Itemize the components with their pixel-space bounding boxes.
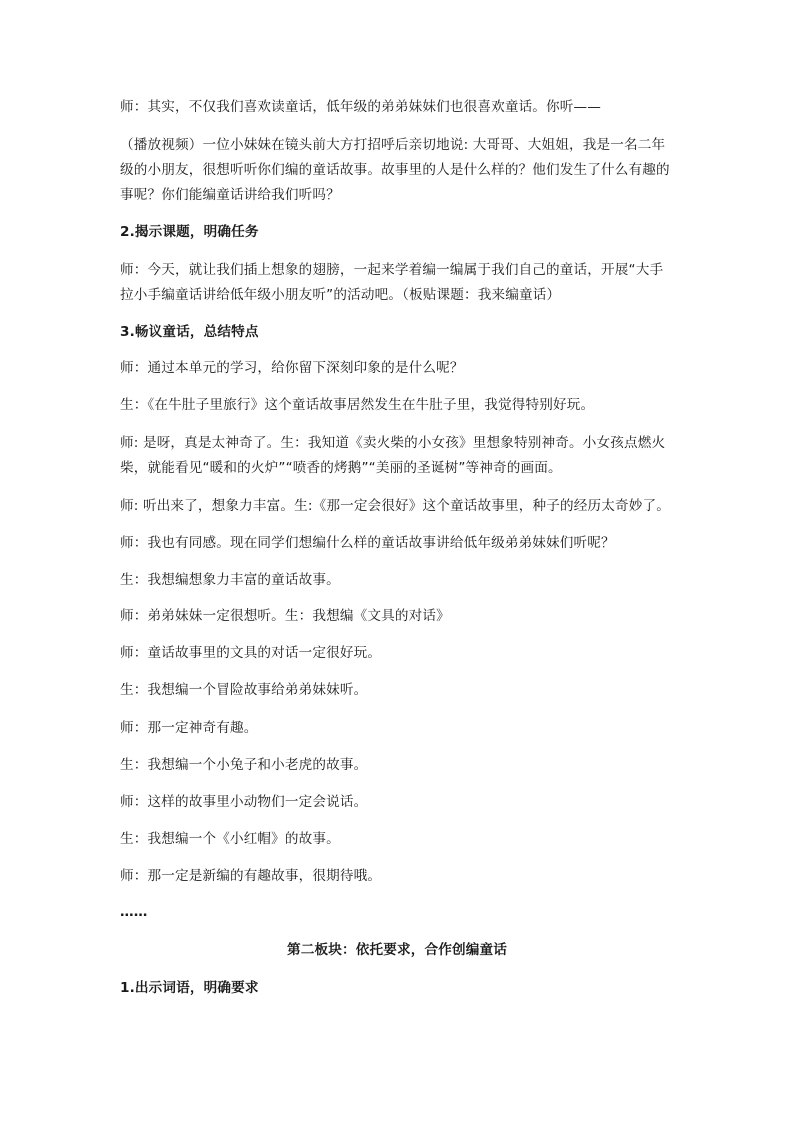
- section-heading-1: 1.出示词语，明确要求: [120, 980, 259, 996]
- ellipsis: ……: [120, 904, 148, 920]
- paragraph-dialogue: 师：弟弟妹妹一定很想听。生：我想编《文具的对话》: [120, 608, 450, 624]
- paragraph-dialogue: 师: 听出来了，想象力丰富。生:《那一定会很好》这个童话故事里，种子的经历太奇妙了。: [120, 498, 670, 514]
- paragraph-dialogue: 师: 是呀，真是太神奇了。生：我知道《卖火柴的小女孩》里想象特别神奇。小女孩点燃火: [120, 435, 666, 451]
- paragraph-topic-line-2: 拉小手编童话讲给低年级小朋友听”的活动吧。（板贴课题：我来编童话）: [120, 287, 561, 303]
- paragraph-dialogue: 生：我想编一个小兔子和小老虎的故事。: [120, 757, 368, 773]
- paragraph-topic-line-1: 师：今天，就让我们插上想象的翅膀，一起来学着编一编属于我们自己的童话，开展“大手: [120, 262, 664, 278]
- section-heading-2: 2.揭示课题，明确任务: [120, 224, 259, 240]
- paragraph-dialogue: 师：通过本单元的学习，给你留下深刻印象的是什么呢？: [120, 360, 464, 376]
- paragraph-dialogue: 师：我也有同感。现在同学们想编什么样的童话故事讲给低年级弟弟妹妹们听呢？: [120, 535, 615, 551]
- paragraph-dialogue: 生：我想编一个《小红帽》的故事。: [120, 831, 340, 847]
- paragraph-video-line-1: （播放视频）一位小妹妹在镜头前大方打招呼后亲切地说: 大哥哥、大姐姐，我是一名二年: [120, 137, 666, 153]
- paragraph-dialogue: 师：这样的故事里小动物们一定会说话。: [120, 794, 368, 810]
- paragraph-video-line-2: 级的小朋友，很想听听你们编的童话故事。故事里的人是什么样的？他们发生了什么有趣的: [120, 162, 670, 178]
- paragraph-dialogue: 生：我想编想象力丰富的童话故事。: [120, 572, 340, 588]
- paragraph-teacher-intro: 师：其实，不仅我们喜欢读童话，低年级的弟弟妹妹们也很喜欢童话。你听——: [120, 99, 602, 115]
- paragraph-dialogue: 生：《在牛肚子里旅行》这个童话故事居然发生在牛肚子里，我觉得特别好玩。: [120, 397, 595, 413]
- paragraph-video-line-3: 事呢？你们能编童话讲给我们听吗？: [120, 187, 340, 203]
- section-heading-3: 3.畅议童话，总结特点: [120, 324, 259, 340]
- paragraph-dialogue: 生：我想编一个冒险故事给弟弟妹妹听。: [120, 682, 368, 698]
- paragraph-dialogue: 师：童话故事里的文具的对话一定很好玩。: [120, 645, 382, 661]
- paragraph-dialogue: 师：那一定是新编的有趣故事，很期待哦。: [120, 868, 382, 884]
- paragraph-dialogue: 师：那一定神奇有趣。: [120, 720, 258, 736]
- paragraph-dialogue: 柴，就能看见“暖和的火炉”“喷香的烤鹅”“美丽的圣诞树”等神奇的画面。: [120, 460, 562, 476]
- section-heading-board-2: 第二板块：依托要求，合作创编童话: [287, 942, 507, 958]
